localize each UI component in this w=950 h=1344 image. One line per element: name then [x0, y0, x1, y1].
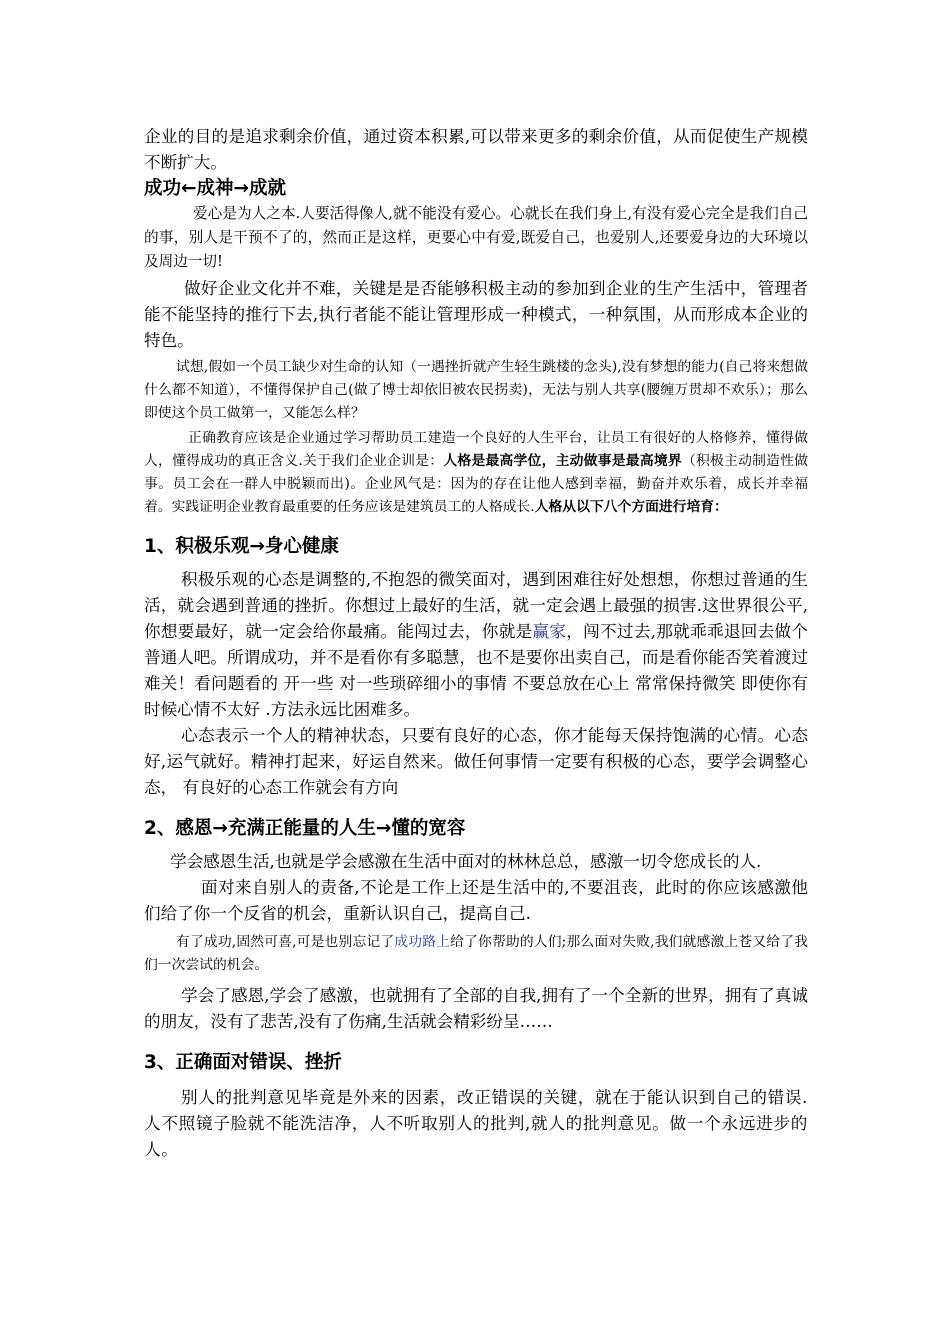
education-text-a: 正确教育应该是企业通过学习帮助员工建造一个良好的人生平台，让员工有很好的人格修养，懂得做人，懂得成功的真正含义.关于我们企业企训是： — [144, 430, 808, 469]
intro-paragraph: 企业的目的是追求剩余价值，通过资本积累,可以带来更多的剩余价值，从而促使生产规模不断扩大。 — [144, 127, 808, 172]
thankful-paragraph: 学会了感恩,学会了感激，也就拥有了全部的自我,拥有了一个全新的世界，拥有了真诚的朋友，没有了悲苦,没有了伤痛,生活就会精彩纷呈…… — [144, 986, 808, 1031]
company-motto: 人格是最高学位，主动做事是最高境界 — [443, 453, 682, 469]
optimism-text-a: 积极乐观的心态是调整的,不抱怨的微笑面对，遇到困难往好处想想，你想过普通的生活，就会遇到普通的挫折。你想过上最好的生活，就一定会遇上最强的损害.这世界很公平,你想要最好，就一定会给你最痛。能闯过去，你就是 — [144, 570, 808, 641]
culture-paragraph: 做好企业文化并不难，关键是是否能够积极主动的参加到企业的生产生活中，管理者能不能坚持的推行下去,执行者能不能让管理形成一种模式，一种氛围，从而形成本企业的特色。 — [144, 279, 808, 350]
gratitude-paragraph: 学会感恩生活,也就是学会感激在生活中面对的林林总总，感激一切令您成长的人. — [170, 852, 762, 871]
mindset-paragraph: 心态表示一个人的精神状态，只要有良好的心态，你才能每天保持饱满的心情。心态好,运气就好。精神打起来，好运自然来。做任何事情一定要有积极的心态，要学会调整心态， 有良好的心态工作就会有方向 — [144, 726, 808, 797]
success-text-b: 给了你帮助的人们;那么面对失败,我们就感激上苍又给了我们一次尝试的机会。 — [144, 934, 808, 973]
education-text-c: （积极主动制造性做事。员工会在一群人中脱颖而出)。企业风气是：因为的存在让他人感到幸福，勤奋并欢乐着，成长并幸福着。实践证明企业教育最重要的任务应该是建筑员工的人格成长. — [144, 453, 809, 515]
success-text-a: 有了成功,固然可喜,可是也别忘记了 — [176, 934, 395, 950]
love-paragraph: 爱心是为人之本.人要活得像人,就不能没有爱心。心就长在我们身上,有没有爱心完全是我们自己的事，别人是干预不了的，然而正是这样，更要心中有爱,既爱自己，也爱别人,还要爱身边的大环境以及周边一切! — [144, 205, 808, 270]
heading-2: 2、感恩→充满正能量的人生→懂的宽容 — [144, 818, 466, 839]
optimism-paragraph — [144, 567, 808, 723]
heading-3: 3、正确面对错误、挫折 — [144, 1052, 342, 1073]
optimism-text-b: ，闯不过去,那就乖乖退回去做个普通人吧。所谓成功，并不是看你有多聪慧，也不是要你出卖自己，而是看你能否笑着渡过难关！看问题看的 开一些 对一些琐碎细小的事情 不要总放在心上 常常保持微笑 即使你有时候心情不太好 .方法永远比困难多。 — [144, 622, 809, 719]
success-road-link[interactable]: 成功路上 — [394, 934, 451, 950]
winner-link[interactable]: 赢家 — [532, 622, 567, 641]
heading-1: 1、积极乐观→身心健康 — [144, 536, 339, 557]
criticism-paragraph: 面对来自别人的责备,不论是工作上还是生活中的,不要沮丧，此时的你应该感激他们给了你一个反省的机会，重新认识自己，提高自己. — [144, 878, 808, 923]
mistakes-paragraph: 别人的批判意见毕竟是外来的因素，改正错误的关键，就在于能认识到自己的错误.人不照镜子脸就不能洗洁净，人不听取别人的批判,就人的批判意见。做一个永远进步的人。 — [144, 1088, 808, 1159]
education-paragraph — [144, 427, 808, 519]
employee-paragraph: 试想,假如一个员工缺少对生命的认知（一遇挫折就产生轻生跳楼的念头),没有梦想的能力(自己将来想做什么都不知道），不懂得保护自己(做了博士却依旧被农民拐卖)，无法与别人共享(腰缠万贯却不欢乐）；那么即使这个员工做第一，又能怎么样？ — [144, 359, 808, 421]
document-body — [144, 124, 808, 1163]
section-title: 成功←成神→成就 — [144, 178, 287, 199]
education-text-d: 人格从以下八个方面进行培育： — [534, 499, 728, 515]
success-paragraph — [144, 931, 808, 977]
